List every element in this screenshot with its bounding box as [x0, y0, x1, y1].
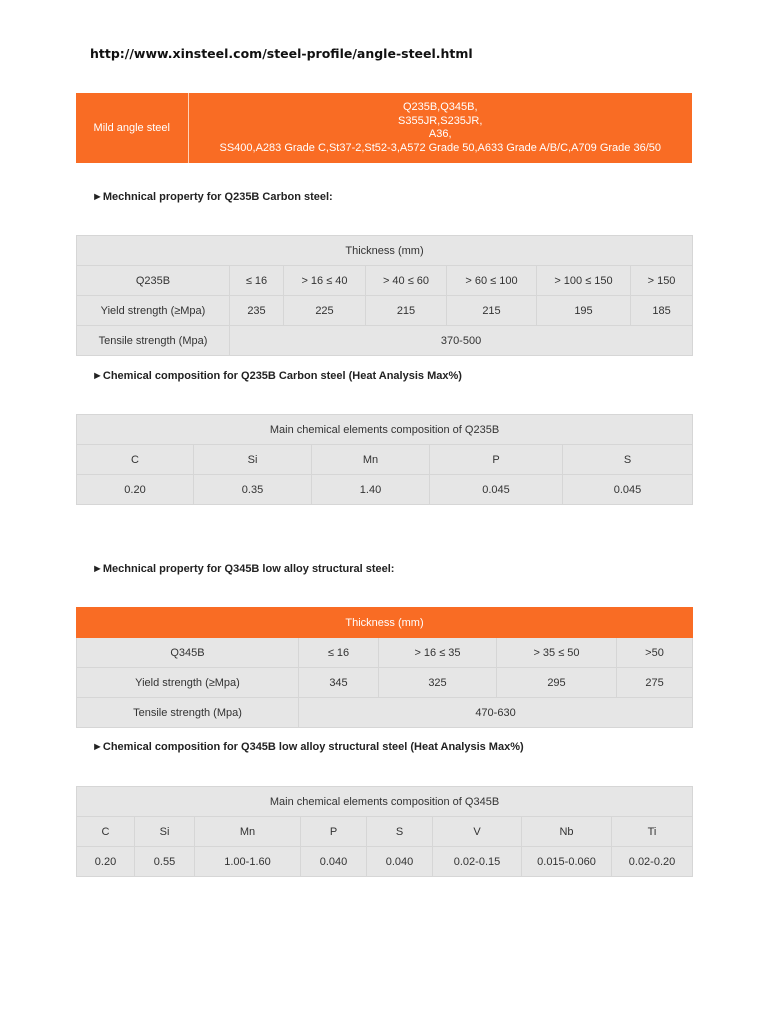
table-header-cell: V [433, 817, 522, 847]
table-cell: 235 [230, 296, 284, 326]
grades-line: A36, [428, 128, 452, 140]
table-cell: 0.040 [367, 847, 433, 877]
grades-list [188, 93, 692, 163]
table-caption: Main chemical elements composition of Q235B [77, 415, 693, 445]
grades-label: Mild angle steel [76, 93, 188, 163]
row-label: Tensile strength (Mpa) [77, 326, 230, 356]
table-cell: 0.20 [77, 475, 194, 505]
q235b-chemical-table [76, 414, 693, 505]
q345b-chemical-table [76, 786, 693, 877]
table-cell: 215 [447, 296, 537, 326]
source-url[interactable]: http://www.xinsteel.com/steel-profile/angle-steel.html [90, 46, 473, 61]
row-label: Yield strength (≥Mpa) [77, 296, 230, 326]
table-cell: 0.02-0.15 [433, 847, 522, 877]
table-cell: 0.35 [194, 475, 312, 505]
table-header-cell: P [301, 817, 367, 847]
section-title-q235b-chemical: ►Chemical composition for Q235B Carbon steel (Heat Analysis Max%) [92, 370, 462, 382]
q345b-mechanical-table [76, 607, 693, 728]
table-header-cell: ≤ 16 [299, 638, 379, 668]
table-caption: Thickness (mm) [77, 608, 693, 638]
table-cell: 0.040 [301, 847, 367, 877]
table-header-cell: Mn [312, 445, 430, 475]
grades-table [76, 93, 692, 163]
table-cell: 370-500 [230, 326, 693, 356]
table-header-cell: Si [194, 445, 312, 475]
table-header-cell: > 16 ≤ 40 [284, 266, 366, 296]
section-title-q235b-mechanical: ►Mechnical property for Q235B Carbon steel: [92, 191, 333, 203]
table-cell: 0.02-0.20 [612, 847, 693, 877]
table-header-cell: > 60 ≤ 100 [447, 266, 537, 296]
table-cell: 0.045 [430, 475, 563, 505]
table-header-cell: C [77, 817, 135, 847]
table-cell: 185 [631, 296, 693, 326]
table-header-cell: P [430, 445, 563, 475]
grades-line: Q235B,Q345B, [402, 101, 478, 113]
table-cell: 0.20 [77, 847, 135, 877]
table-header-cell: Q235B [77, 266, 230, 296]
table-header-cell: C [77, 445, 194, 475]
grades-line: SS400,A283 Grade C,St37-2,St52-3,A572 Grade 50,A633 Grade A/B/C,A709 Grade 36/50 [219, 141, 661, 154]
table-header-cell: >50 [617, 638, 693, 668]
row-label: Tensile strength (Mpa) [77, 698, 299, 728]
table-header-cell: S [563, 445, 693, 475]
table-cell: 345 [299, 668, 379, 698]
table-cell: 215 [366, 296, 447, 326]
table-header-cell: Mn [195, 817, 301, 847]
table-header-cell: > 150 [631, 266, 693, 296]
table-header-cell: > 100 ≤ 150 [537, 266, 631, 296]
table-caption: Thickness (mm) [77, 236, 693, 266]
table-cell: 470-630 [299, 698, 693, 728]
table-header-cell: Nb [522, 817, 612, 847]
table-header-cell: Q345B [77, 638, 299, 668]
section-title-q345b-mechanical: ►Mechnical property for Q345B low alloy structural steel: [92, 563, 395, 575]
table-header-cell: ≤ 16 [230, 266, 284, 296]
table-cell: 1.00-1.60 [195, 847, 301, 877]
table-cell: 325 [379, 668, 497, 698]
table-header-cell: > 16 ≤ 35 [379, 638, 497, 668]
table-cell: 195 [537, 296, 631, 326]
table-header-cell: S [367, 817, 433, 847]
table-cell: 1.40 [312, 475, 430, 505]
table-cell: 0.55 [135, 847, 195, 877]
row-label: Yield strength (≥Mpa) [77, 668, 299, 698]
table-header-cell: Si [135, 817, 195, 847]
table-cell: 275 [617, 668, 693, 698]
table-cell: 0.015-0.060 [522, 847, 612, 877]
table-header-cell: > 40 ≤ 60 [366, 266, 447, 296]
q235b-mechanical-table [76, 235, 693, 356]
table-header-cell: > 35 ≤ 50 [497, 638, 617, 668]
grades-line: S355JR,S235JR, [398, 114, 483, 127]
table-cell: 0.045 [563, 475, 693, 505]
table-header-cell: Ti [612, 817, 693, 847]
table-caption: Main chemical elements composition of Q345B [77, 787, 693, 817]
table-cell: 295 [497, 668, 617, 698]
section-title-q345b-chemical: ►Chemical composition for Q345B low alloy structural steel (Heat Analysis Max%) [92, 741, 524, 753]
table-cell: 225 [284, 296, 366, 326]
